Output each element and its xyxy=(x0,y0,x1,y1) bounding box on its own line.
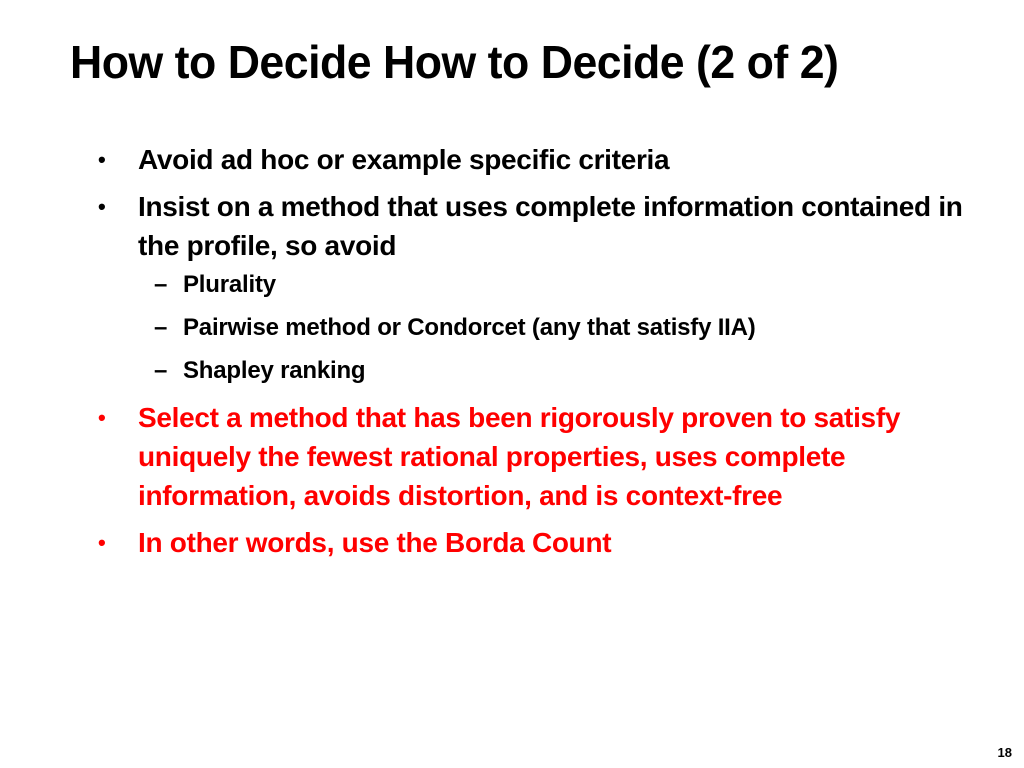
sub-bullet-text: Shapley ranking xyxy=(183,357,366,384)
sub-bullet-text: Plurality xyxy=(183,271,276,298)
page-number: 18 xyxy=(997,745,1012,760)
bullet-marker: • xyxy=(98,530,106,555)
dash-marker: – xyxy=(154,271,168,298)
slide-title: How to Decide How to Decide (2 of 2) xyxy=(70,36,839,88)
bullet-item xyxy=(98,140,968,179)
bullet-text: In other words, use the Borda Count xyxy=(138,527,612,558)
bullet-list xyxy=(98,140,968,570)
sub-bullet-item xyxy=(98,355,968,387)
bullet-text: Avoid ad hoc or example specific criteria xyxy=(138,144,670,175)
bullet-item-emphasis xyxy=(98,398,968,515)
sub-bullet-text: Pairwise method or Condorcet (any that satisfy IIA) xyxy=(183,314,756,341)
bullet-marker: • xyxy=(98,147,106,172)
sub-bullet-list xyxy=(98,269,968,387)
bullet-item-emphasis xyxy=(98,523,968,562)
sub-bullet-item xyxy=(98,269,968,301)
bullet-marker: • xyxy=(98,405,106,430)
dash-marker: – xyxy=(154,314,168,341)
bullet-text: Select a method that has been rigorously proven to satisfy uniquely the fewest rational properties, uses complete information, avoids distortion, and is context-free xyxy=(138,402,901,511)
bullet-marker: • xyxy=(98,194,106,219)
bullet-item xyxy=(98,187,968,265)
sub-bullet-item xyxy=(98,312,968,344)
bullet-text: Insist on a method that uses complete information contained in the profile, so avoid xyxy=(138,191,963,261)
dash-marker: – xyxy=(154,357,168,384)
